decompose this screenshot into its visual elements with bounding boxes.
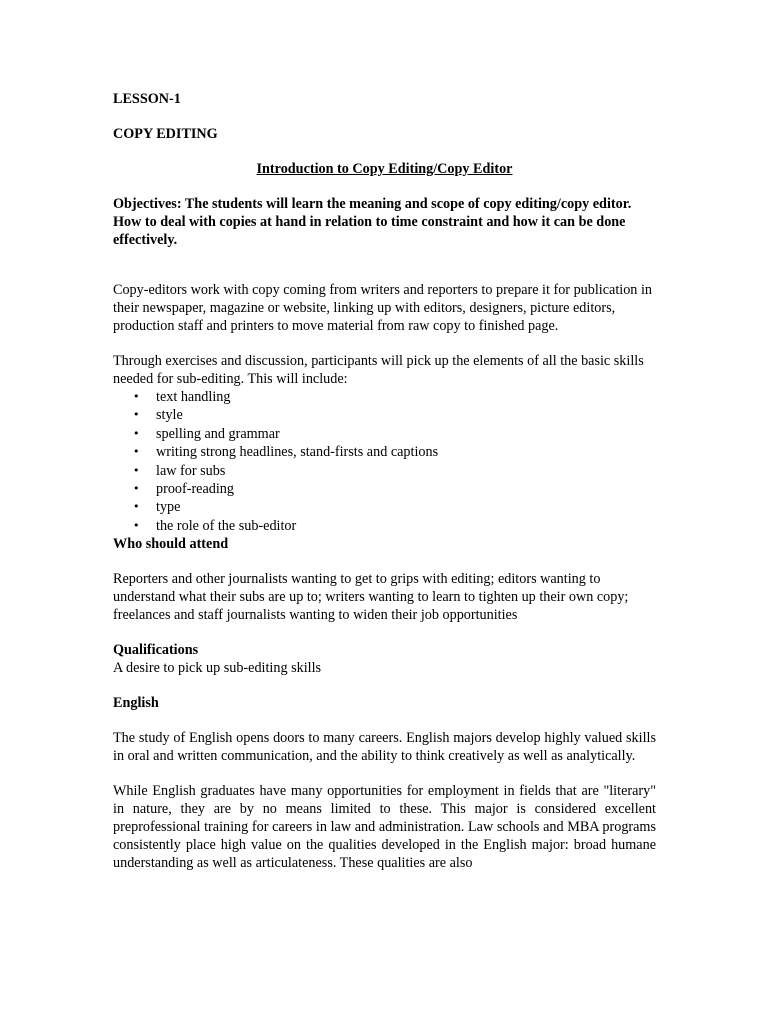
list-item (113, 425, 656, 443)
bullet-icon: • (133, 426, 140, 440)
bullet-icon: • (133, 518, 140, 532)
list-item (113, 480, 656, 498)
bullet-icon: • (133, 481, 140, 495)
list-item-label: the role of the sub-editor (156, 517, 297, 534)
english-study-paragraph: The study of English opens doors to many careers. English majors develop highly valued skills in oral and written communication, and the ability to think creatively as well as analytically. (113, 730, 656, 765)
list-item-label: text handling (156, 389, 231, 405)
lesson-number: LESSON-1 (113, 91, 181, 107)
list-item (113, 462, 656, 480)
bullet-icon: • (133, 445, 140, 459)
skills-list (113, 388, 656, 535)
objectives-paragraph: Objectives: The students will learn the meaning and scope of copy editing/copy editor. How to deal with copies at hand in relation to time constraint and how it can be done effectively. (113, 196, 632, 248)
list-item-label: spelling and grammar (156, 425, 280, 442)
copy-editors-paragraph: Copy-editors work with copy coming from writers and reporters to prepare it for publication in their newspaper, magazine or website, linking up with editors, designers, picture editors, production staff and printers to move material from raw copy to finished page. (113, 282, 652, 334)
bullet-icon: • (133, 463, 140, 477)
list-item (113, 406, 656, 424)
list-item-label: proof-reading (156, 480, 234, 497)
bullet-icon: • (133, 390, 140, 403)
qualifications-paragraph: A desire to pick up sub-editing skills (113, 660, 322, 677)
list-item (113, 388, 656, 406)
english-graduates-paragraph: While English graduates have many opportunities for employment in fields that are "literary" in nature, they are by no means limited to these. This major is considered excellent preprofessional training for careers in law and administration. Law schools and MBA programs consistently place high value on the qualities developed in the English major: broad humane understanding as well as articulateness. These qualities are also (113, 783, 656, 872)
list-item (113, 443, 656, 461)
document-page (113, 90, 656, 872)
list-item-label: law for subs (156, 462, 226, 479)
who-should-attend-heading: Who should attend (113, 536, 229, 553)
who-should-attend-paragraph: Reporters and other journalists wanting to get to grips with editing; editors wanting to understand what their subs are up to; writers wanting to learn to tighten up their own copy; freelances and staff journalists wanting to widen their job opportunities (113, 571, 629, 624)
lesson-topic: COPY EDITING (113, 126, 218, 142)
list-item-label: writing strong headlines, stand-firsts and captions (156, 444, 439, 461)
list-item (113, 498, 656, 516)
list-item-label: type (156, 499, 181, 516)
bullet-icon: • (133, 500, 140, 514)
document-title: Introduction to Copy Editing/Copy Editor (256, 161, 513, 177)
list-item (113, 517, 656, 535)
list-item-label: style (156, 407, 183, 424)
bullet-icon: • (133, 408, 140, 422)
skills-intro-paragraph: Through exercises and discussion, participants will pick up the elements of all the basic skills needed for sub-editing. This will include: (113, 353, 644, 387)
qualifications-heading: Qualifications (113, 642, 199, 659)
english-heading: English (113, 695, 159, 712)
